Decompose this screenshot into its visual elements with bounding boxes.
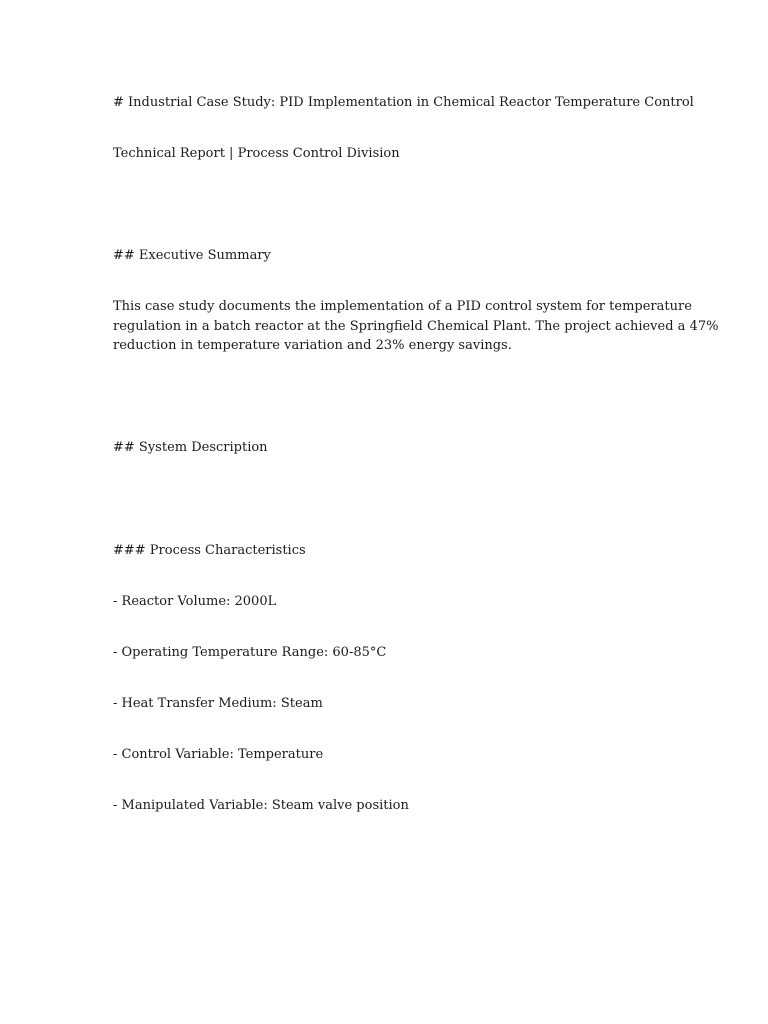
- characteristic-item: - Operating Temperature Range: 60-85°C: [113, 645, 387, 660]
- characteristic-item: - Manipulated Variable: Steam valve position: [113, 798, 409, 813]
- characteristic-item: - Control Variable: Temperature: [113, 747, 324, 762]
- system-description-heading: ## System Description: [113, 440, 268, 455]
- paragraph-line: regulation in a batch reactor at the Springfield Chemical Plant. The project achieved a 47%: [113, 318, 719, 334]
- process-characteristics-heading: ### Process Characteristics: [113, 543, 306, 558]
- executive-summary-heading: ## Executive Summary: [113, 248, 271, 263]
- executive-summary-paragraph: [113, 297, 719, 356]
- paragraph-line: reduction in temperature variation and 23% energy savings.: [113, 338, 512, 353]
- paragraph-line: This case study documents the implementation of a PID control system for temperature: [113, 299, 692, 314]
- document-subtitle: Technical Report | Process Control Division: [113, 146, 400, 161]
- document-title: # Industrial Case Study: PID Implementation in Chemical Reactor Temperature Control: [113, 95, 694, 110]
- characteristic-item: - Heat Transfer Medium: Steam: [113, 696, 323, 711]
- characteristic-item: - Reactor Volume: 2000L: [113, 594, 277, 609]
